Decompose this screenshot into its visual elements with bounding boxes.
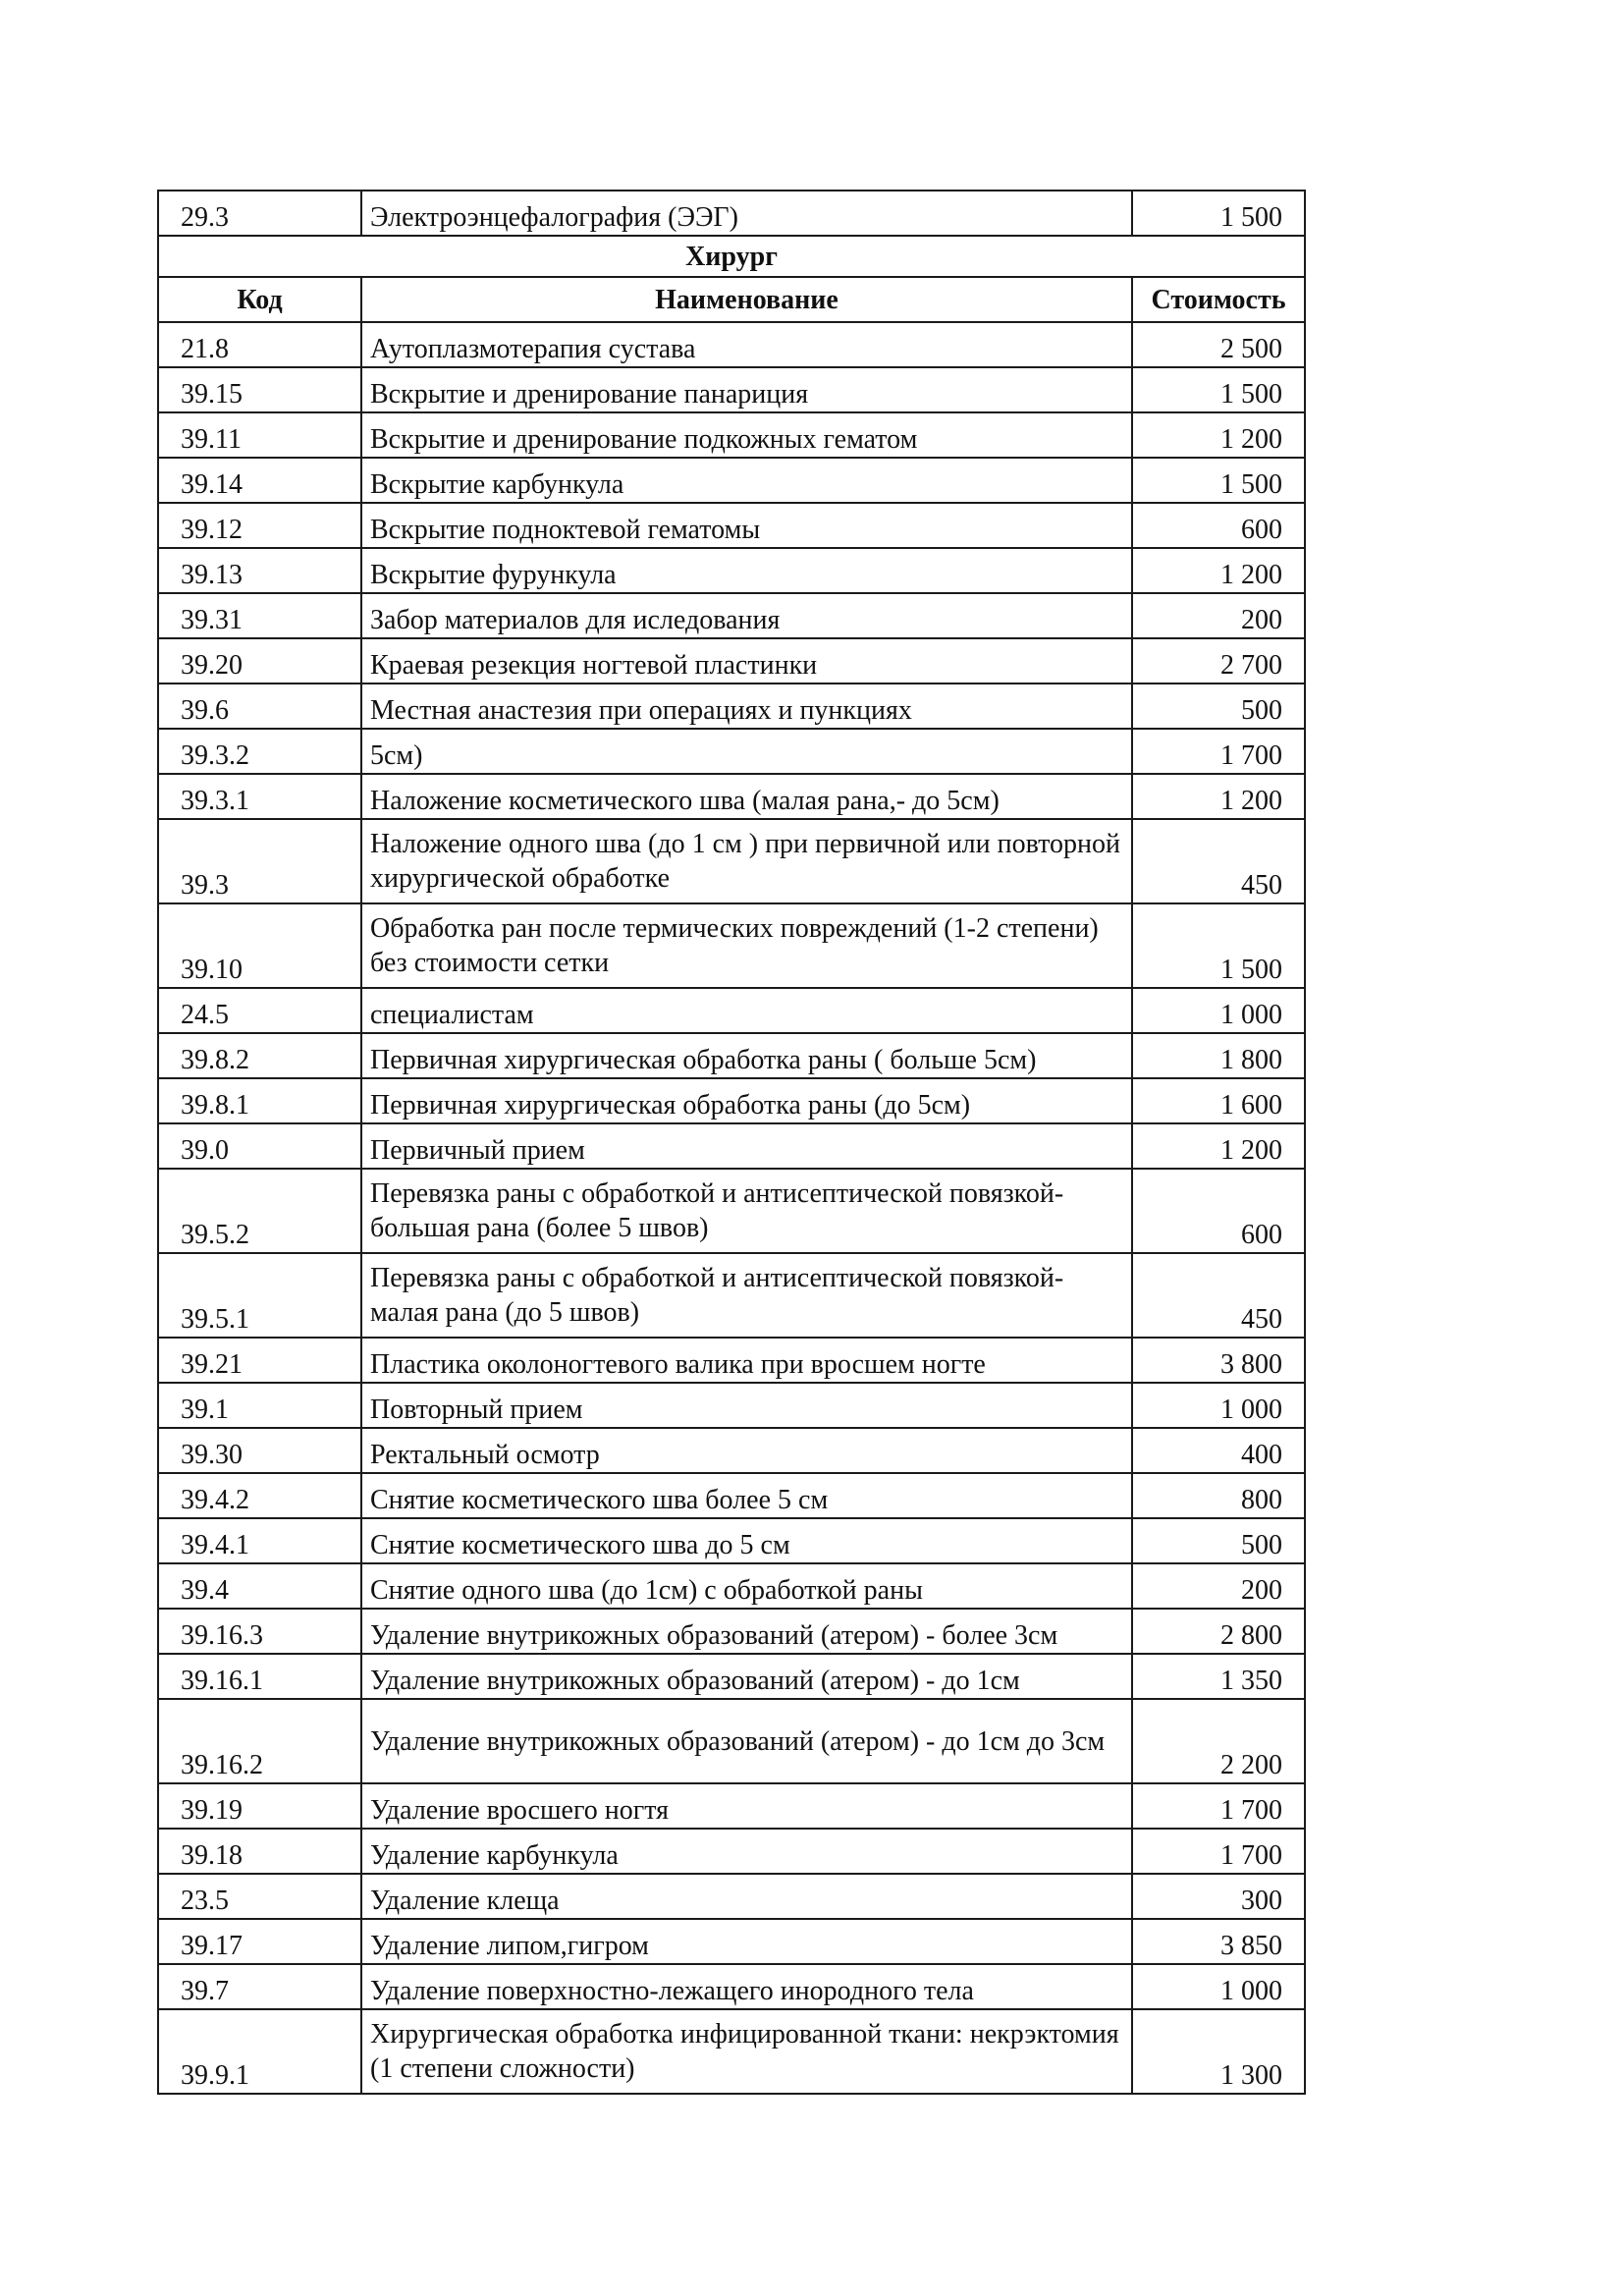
row-price: 1 200 — [1132, 412, 1305, 458]
row-code: 39.11 — [158, 412, 361, 458]
row-code: 39.13 — [158, 548, 361, 593]
table-row — [158, 367, 1305, 412]
row-name: Местная анастезия при операциях и пункциях — [361, 683, 1132, 729]
row-price: 600 — [1132, 1169, 1305, 1253]
row-code: 39.12 — [158, 503, 361, 548]
row-code: 39.7 — [158, 1964, 361, 2009]
row-price: 1 200 — [1132, 774, 1305, 819]
row-code: 39.3.2 — [158, 729, 361, 774]
header-code: Код — [158, 277, 361, 322]
table-row — [158, 903, 1305, 988]
row-name: Первичная хирургическая обработка раны (до 5см) — [361, 1078, 1132, 1123]
row-name: Удаление липом,гигром — [361, 1919, 1132, 1964]
row-name: Хирургическая обработка инфицированной ткани: некрэктомия (1 степени сложности) — [361, 2009, 1132, 2094]
row-price: 1 500 — [1132, 903, 1305, 988]
table-row — [158, 729, 1305, 774]
row-price: 1 500 — [1132, 191, 1305, 236]
price-table-body — [158, 191, 1305, 2094]
table-row — [158, 2009, 1305, 2094]
table-row — [158, 593, 1305, 638]
table-row — [158, 1563, 1305, 1609]
row-code: 39.4.1 — [158, 1518, 361, 1563]
table-row — [158, 458, 1305, 503]
row-name: Наложение одного шва (до 1 см ) при первичной или повторной хирургической обработке — [361, 819, 1132, 903]
table-row — [158, 683, 1305, 729]
table-row — [158, 322, 1305, 367]
row-code: 21.8 — [158, 322, 361, 367]
row-name: Перевязка раны с обработкой и антисептической повязкой- большая рана (более 5 швов) — [361, 1169, 1132, 1253]
row-price: 500 — [1132, 683, 1305, 729]
header-row — [158, 277, 1305, 322]
row-code: 23.5 — [158, 1874, 361, 1919]
row-name: Снятие косметического шва более 5 см — [361, 1473, 1132, 1518]
row-name: Пластика околоногтевого валика при вросшем ногте — [361, 1338, 1132, 1383]
table-row — [158, 1253, 1305, 1338]
row-price: 1 700 — [1132, 729, 1305, 774]
row-name: специалистам — [361, 988, 1132, 1033]
row-name: Вскрытие фурункула — [361, 548, 1132, 593]
row-price: 450 — [1132, 819, 1305, 903]
table-row — [158, 1964, 1305, 2009]
row-code: 39.8.2 — [158, 1033, 361, 1078]
row-code: 39.30 — [158, 1428, 361, 1473]
section-title: Хирург — [158, 236, 1305, 277]
row-code: 39.9.1 — [158, 2009, 361, 2094]
table-row — [158, 1783, 1305, 1829]
row-price: 1 500 — [1132, 458, 1305, 503]
section-row — [158, 236, 1305, 277]
table-row — [158, 1428, 1305, 1473]
table-row — [158, 1874, 1305, 1919]
table-row — [158, 503, 1305, 548]
row-price: 3 800 — [1132, 1338, 1305, 1383]
row-code: 39.5.2 — [158, 1169, 361, 1253]
row-price: 3 850 — [1132, 1919, 1305, 1964]
row-price: 1 600 — [1132, 1078, 1305, 1123]
table-row — [158, 412, 1305, 458]
row-name: Первичная хирургическая обработка раны ( больше 5см) — [361, 1033, 1132, 1078]
table-row — [158, 1654, 1305, 1699]
row-code: 39.31 — [158, 593, 361, 638]
row-name: Повторный прием — [361, 1383, 1132, 1428]
row-price: 1 300 — [1132, 2009, 1305, 2094]
row-code: 39.10 — [158, 903, 361, 988]
row-name: Удаление карбункула — [361, 1829, 1132, 1874]
table-row — [158, 191, 1305, 236]
row-price: 2 800 — [1132, 1609, 1305, 1654]
row-code: 39.18 — [158, 1829, 361, 1874]
row-price: 200 — [1132, 1563, 1305, 1609]
row-code: 39.20 — [158, 638, 361, 683]
row-code: 39.1 — [158, 1383, 361, 1428]
row-code: 39.5.1 — [158, 1253, 361, 1338]
table-row — [158, 1338, 1305, 1383]
row-code: 39.16.3 — [158, 1609, 361, 1654]
row-price: 1 200 — [1132, 1123, 1305, 1169]
row-name: Обработка ран после термических повреждений (1-2 степени) без стоимости сетки — [361, 903, 1132, 988]
row-name: Удаление поверхностно-лежащего инородного тела — [361, 1964, 1132, 2009]
row-code: 39.17 — [158, 1919, 361, 1964]
row-name: Удаление вросшего ногтя — [361, 1783, 1132, 1829]
row-name: Электроэнцефалография (ЭЭГ) — [361, 191, 1132, 236]
row-code: 39.21 — [158, 1338, 361, 1383]
row-name: Вскрытие и дренирование панариция — [361, 367, 1132, 412]
row-price: 1 500 — [1132, 367, 1305, 412]
row-price: 400 — [1132, 1428, 1305, 1473]
table-row — [158, 1829, 1305, 1874]
row-price: 1 700 — [1132, 1829, 1305, 1874]
row-name: Удаление внутрикожных образований (атером) - до 1см до 3см — [361, 1699, 1132, 1783]
row-name: Первичный прием — [361, 1123, 1132, 1169]
row-name: Аутоплазмотерапия сустава — [361, 322, 1132, 367]
row-price: 300 — [1132, 1874, 1305, 1919]
table-row — [158, 1123, 1305, 1169]
row-name: 5см) — [361, 729, 1132, 774]
table-row — [158, 988, 1305, 1033]
row-price: 1 800 — [1132, 1033, 1305, 1078]
row-price: 1 000 — [1132, 1964, 1305, 2009]
row-code: 29.3 — [158, 191, 361, 236]
row-code: 39.0 — [158, 1123, 361, 1169]
row-price: 2 200 — [1132, 1699, 1305, 1783]
row-price: 800 — [1132, 1473, 1305, 1518]
table-row — [158, 1518, 1305, 1563]
row-name: Забор материалов для иследования — [361, 593, 1132, 638]
table-row — [158, 1078, 1305, 1123]
row-name: Удаление клеща — [361, 1874, 1132, 1919]
table-row — [158, 1919, 1305, 1964]
table-row — [158, 638, 1305, 683]
price-table — [157, 190, 1306, 2095]
row-name: Ректальный осмотр — [361, 1428, 1132, 1473]
table-row — [158, 1033, 1305, 1078]
row-code: 39.8.1 — [158, 1078, 361, 1123]
row-code: 39.16.1 — [158, 1654, 361, 1699]
table-row — [158, 1383, 1305, 1428]
row-price: 1 000 — [1132, 988, 1305, 1033]
row-name: Вскрытие карбункула — [361, 458, 1132, 503]
row-code: 39.4 — [158, 1563, 361, 1609]
row-name: Удаление внутрикожных образований (атером) - более 3см — [361, 1609, 1132, 1654]
row-name: Перевязка раны с обработкой и антисептической повязкой- малая рана (до 5 швов) — [361, 1253, 1132, 1338]
row-name: Наложение косметического шва (малая рана,- до 5см) — [361, 774, 1132, 819]
row-code: 39.3.1 — [158, 774, 361, 819]
row-price: 450 — [1132, 1253, 1305, 1338]
row-name: Вскрытие и дренирование подкожных гематом — [361, 412, 1132, 458]
price-list-sheet — [157, 190, 1304, 2095]
table-row — [158, 1609, 1305, 1654]
row-price: 2 500 — [1132, 322, 1305, 367]
row-price: 200 — [1132, 593, 1305, 638]
row-code: 39.16.2 — [158, 1699, 361, 1783]
header-name: Наименование — [361, 277, 1132, 322]
table-row — [158, 819, 1305, 903]
table-row — [158, 1473, 1305, 1518]
row-name: Краевая резекция ногтевой пластинки — [361, 638, 1132, 683]
row-price: 1 700 — [1132, 1783, 1305, 1829]
row-code: 24.5 — [158, 988, 361, 1033]
row-name: Снятие косметического шва до 5 см — [361, 1518, 1132, 1563]
table-row — [158, 1699, 1305, 1783]
header-price: Стоимость — [1132, 277, 1305, 322]
row-code: 39.6 — [158, 683, 361, 729]
row-code: 39.4.2 — [158, 1473, 361, 1518]
row-price: 1 000 — [1132, 1383, 1305, 1428]
row-price: 2 700 — [1132, 638, 1305, 683]
row-code: 39.19 — [158, 1783, 361, 1829]
row-price: 1 350 — [1132, 1654, 1305, 1699]
table-row — [158, 1169, 1305, 1253]
row-name: Снятие одного шва (до 1см) с обработкой раны — [361, 1563, 1132, 1609]
row-name: Вскрытие подноктевой гематомы — [361, 503, 1132, 548]
row-price: 500 — [1132, 1518, 1305, 1563]
row-code: 39.3 — [158, 819, 361, 903]
table-row — [158, 774, 1305, 819]
row-price: 1 200 — [1132, 548, 1305, 593]
row-price: 600 — [1132, 503, 1305, 548]
row-code: 39.14 — [158, 458, 361, 503]
row-code: 39.15 — [158, 367, 361, 412]
row-name: Удаление внутрикожных образований (атером) - до 1см — [361, 1654, 1132, 1699]
table-row — [158, 548, 1305, 593]
